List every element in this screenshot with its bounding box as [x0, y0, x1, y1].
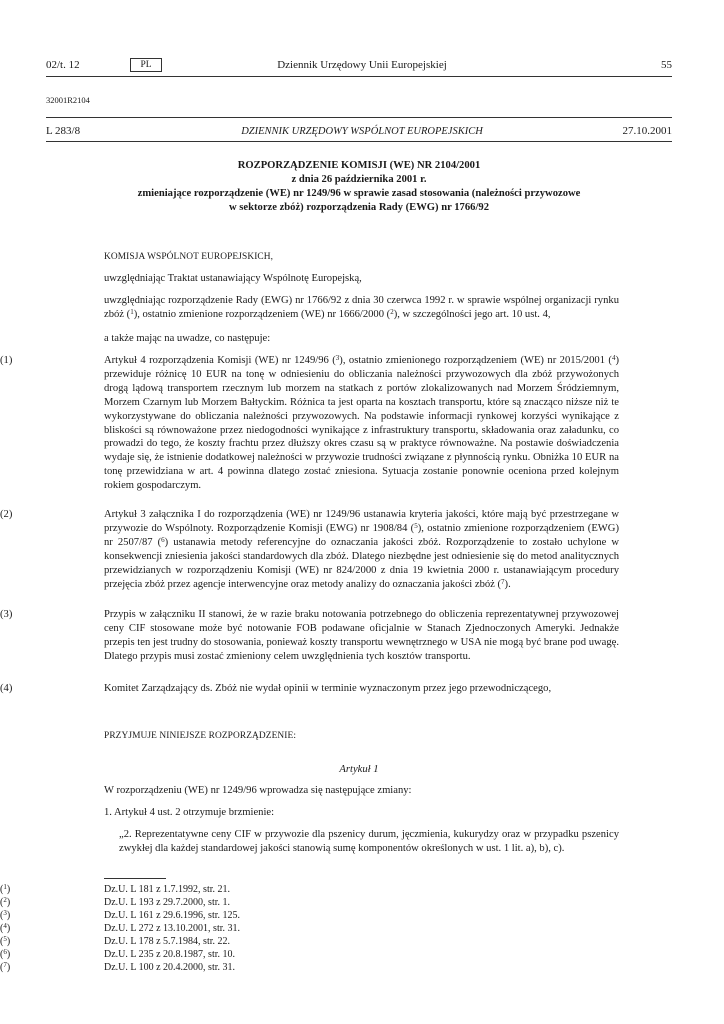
footnote-ref: 2 [390, 307, 394, 316]
original-date: 27.10.2001 [622, 125, 672, 137]
footnote-separator [104, 878, 166, 879]
footnote-7: ($^7$) Dz.U. L 100 z 20.4.2000, str. 31. [0, 961, 236, 973]
footnote-2: ($^2$) Dz.U. L 193 z 29.7.2000, str. 1. [0, 896, 231, 908]
recital-4: (4) Komitet Zarządzający ds. Zbóż nie wydał opinii w terminie wyznaczonym przez jego przewodniczącego, [0, 683, 552, 694]
celex-number: 32001R2104 [46, 95, 90, 105]
adopts-statement: PRZYJMUJE NINIEJSZE ROZPORZĄDZENIE: [104, 731, 297, 741]
original-header-bottom-rule [46, 141, 672, 142]
original-journal-title: DZIENNIK URZĘDOWY WSPÓLNOT EUROPEJSKICH [241, 126, 483, 137]
recital-1: (1) Artykuł 4 rozporządzenia Komisji (WE) nr 1249/96 ($^3$), ostatnio zmienionego rozporządzeniem (WE) nr 2015/2001 ($^4$) przewiduje różnicę 10 EUR na tonę w odniesieniu do obliczania należności przywozowych dla zbóż przywożonych drogą lądową transportem rzecznym lub morzem na statkach z portów zlokalizowanych nad Morzem Śródziemnym, Morzem Czarnym lub Morzem Bałtyckim. Różnica ta jest oparta na kosztach transportu, które są znacząco niższe niż te wykorzystywane do obliczania należności przywozowych. Na podstawie informacji rynkowej korzyści wynikające z bliskości są równoważone przez niedogodności wynikające z infrastruktury transportu, składowania oraz załadunku, co prowadzi do tego, że koszty frachtu przez dłuższy okres czasu są w praktyce równoważne. Na postawie doświadczenia wydaje się, że istnienie dodatkowej należności w przywozie trudności związane z płynnością rynku. Obniżka 10 EUR na tonę przewidziana w art. 4 powinna dlatego zostać zniesiona. Sytuacja zostanie ponownie oceniona przed kolejnym rokiem gospodarczym. [0, 354, 619, 492]
preamble-commission: KOMISJA WSPÓLNOT EUROPEJSKICH, [104, 252, 274, 262]
footnote-ref: 7 [501, 577, 505, 586]
footnote-ref: 6 [161, 535, 165, 544]
preamble-treaty: uwzględniając Traktat ustanawiający Wspólnotę Europejską, [104, 273, 362, 284]
footnote-ref: 1 [130, 307, 134, 316]
footnote-4: ($^4$) Dz.U. L 272 z 13.10.2001, str. 31. [0, 922, 241, 934]
original-header-top-rule [46, 117, 672, 118]
title-line-2: z dnia 26 października 2001 r. [291, 173, 427, 185]
recital-number: (3) [0, 609, 13, 620]
recital-2: (2) Artykuł 3 załącznika I do rozporządzenia (WE) nr 1249/96 ustanawia kryteria jakości, które mają być przestrzegane w przywozie do Wspólnoty. Rozporządzenie Komisji (EWG) nr 1908/84 ($^5$), ostatnio zmienione rozporządzeniem (EWG) nr 2507/87 ($^6$) ustanawia metody referencyjne do oznaczania jakości zbóż. Rozporządzenie to zostało uchylone w konsekwencji zniesienia jakości standardowych dla zbóż. Dlatego niezbędne jest odniesienie się do metod analitycznych przewidzianych w rozporządzeniu Komisji (WE) nr 824/2000 z dnia 19 kwietnia 2000 r. ustanawiającym procedury przejęcia zbóż przez agencje interwencyjne oraz metody analizy do oznaczania jakości zbóż ($^7$). [0, 509, 620, 590]
footnote-6: ($^6$) Dz.U. L 235 z 20.8.1987, str. 10. [0, 948, 236, 960]
footnote-1: ($^1$) Dz.U. L 181 z 1.7.1992, str. 21. [0, 883, 231, 895]
article-point-1: 1. Artykuł 4 ust. 2 otrzymuje brzmienie: [104, 807, 275, 818]
title-line-1: ROZPORZĄDZENIE KOMISJI (WE) NR 2104/2001 [237, 160, 481, 171]
recital-number: (4) [0, 683, 13, 694]
header-rule [46, 76, 672, 77]
issue-number: 02/t. 12 [46, 59, 80, 71]
article-heading: Artykuł 1 [339, 764, 379, 775]
article-intro: W rozporządzeniu (WE) nr 1249/96 wprowadza się następujące zmiany: [104, 785, 412, 796]
article-quote: „2. Reprezentatywne ceny CIF w przywozie dla pszenicy durum, jęczmienia, kukurydzy oraz w przypadku pszenicy zwykłej dla każdej standardowej jakości stanowią sumę komponentów określonych w ust. 1 lit. a), b), c). [119, 829, 619, 854]
footnote-ref: 4 [611, 354, 616, 362]
title-line-4: w sektorze zbóż) rozporządzenia Rady (EWG) nr 1766/92 [228, 201, 489, 213]
recital-3: (3) Przypis w załączniku II stanowi, że w razie braku notowania potrzebnego do obliczenia reprezentatywnej przywozowej ceny CIF stosowane może być notowanie FOB podawane oficjalnie w Stanach Zjednoczonych Ameryki. Jednakże przepis ten jest trudny do stosowania, ponieważ koszty transportu wewnętrznego w USA nie mogą być brane pod uwagę. Dlatego przypis musi zostać zmieniony celem uwzględnienia tych kosztów transportu. [0, 609, 619, 662]
footnote-5: ($^5$) Dz.U. L 178 z 5.7.1984, str. 22. [0, 935, 231, 947]
document-title [46, 159, 672, 215]
page-number: 55 [661, 59, 672, 71]
footnote-ref: 3 [335, 354, 340, 362]
recital-number: (2) [0, 509, 13, 520]
footnote-3: ($^3$) Dz.U. L 161 z 29.6.1996, str. 125. [0, 909, 241, 921]
preamble-whereas: a także mając na uwadze, co następuje: [104, 333, 271, 344]
footnote-ref: 5 [414, 521, 418, 530]
title-line-3: zmieniające rozporządzenie (WE) nr 1249/96 w sprawie zasad stosowania (należności przywozowe [137, 187, 581, 199]
journal-title: Dziennik Urzędowy Unii Europejskiej [277, 59, 447, 71]
language-badge: PL [130, 58, 162, 72]
preamble-regulation: uwzględniając rozporządzenie Rady (EWG) nr 1766/92 z dnia 30 czerwca 1992 r. w sprawie wspólnej organizacji rynku zbóż ($^1$), ostatnio zmienione rozporządzeniem (WE) nr 1666/2000 ($^2$), w szczególności jego art. 10 ust. 4, [104, 295, 619, 320]
recital-number: (1) [0, 355, 13, 366]
original-ref: L 283/8 [46, 125, 81, 137]
